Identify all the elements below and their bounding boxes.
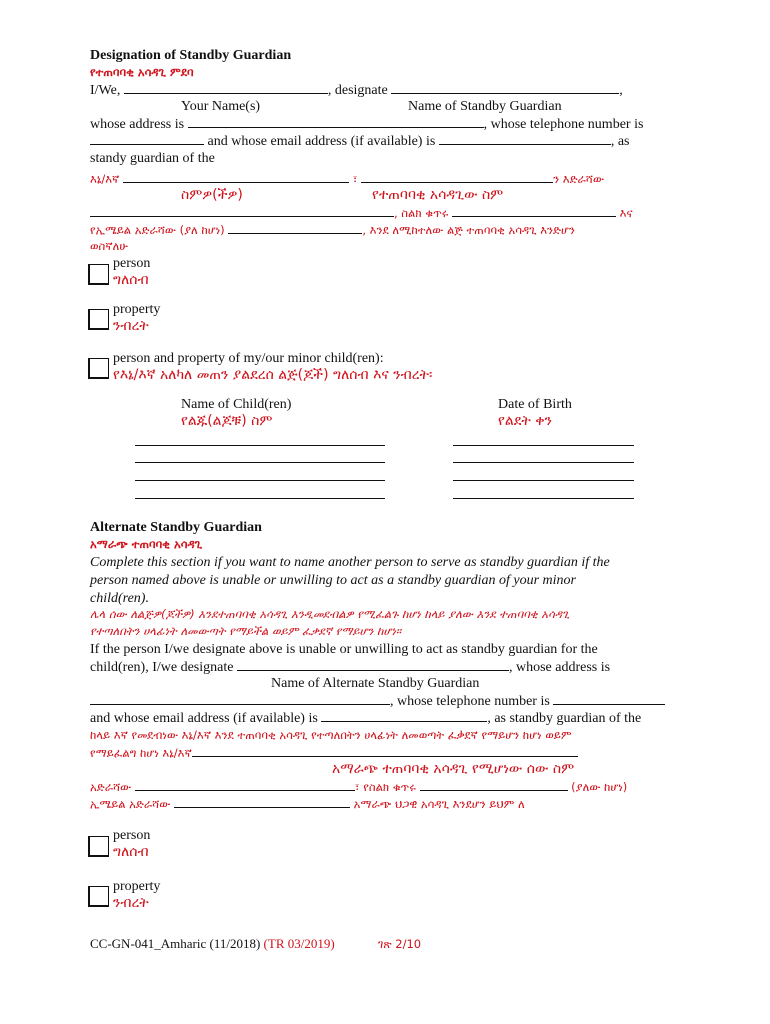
person-label-amharic: ግለሰብ bbox=[113, 272, 149, 288]
address-line: whose address is , whose telephone number is bbox=[90, 117, 644, 132]
amharic-standby-field[interactable] bbox=[361, 170, 553, 183]
amharic-address-line: , ስልክ ቁጥሩ እና bbox=[90, 204, 633, 222]
form-id: CC-GN-041_Amharic (11/2018) bbox=[90, 936, 261, 951]
child-dob-field[interactable] bbox=[453, 462, 634, 463]
child-name-field[interactable] bbox=[135, 498, 385, 499]
amharic-email-field[interactable] bbox=[228, 221, 362, 234]
alt-person-label-amharic: ግለሰብ bbox=[113, 844, 149, 860]
standby-guardian-name-field[interactable] bbox=[391, 81, 619, 94]
alternate-address-field[interactable] bbox=[90, 692, 390, 705]
alt-designate-line: child(ren), I/we designate , whose address is bbox=[90, 660, 611, 675]
alternate-email-field[interactable] bbox=[321, 709, 487, 722]
email-line: and whose email address (if available) is , as bbox=[90, 132, 629, 150]
your-names-field[interactable] bbox=[124, 81, 328, 94]
amharic-phone-field[interactable] bbox=[452, 204, 616, 217]
standby-email-field[interactable] bbox=[439, 132, 611, 145]
person-checkbox[interactable] bbox=[88, 264, 109, 285]
instructions-amharic: ሌላ ሰው ለልጅዎ(ጆችዎ) እንደተጠባባቂ አሳዳጊ እንዲመደብልዎ የሚፈልጉ ከሆነ ከላይ ያለው እንደ ተጠባባቂ አሳዳጊ bbox=[90, 607, 570, 621]
person-and-property-checkbox[interactable] bbox=[88, 358, 109, 379]
your-names-caption: Your Name(s) bbox=[181, 99, 261, 114]
footer bbox=[90, 936, 421, 953]
amharic-appointed: ወስኛለሁ bbox=[90, 239, 128, 253]
person-label: person bbox=[113, 256, 151, 271]
alt-address-line: , whose telephone number is bbox=[90, 692, 665, 710]
alternate-guardian-name-field[interactable] bbox=[237, 658, 509, 671]
child-dob-field[interactable] bbox=[453, 445, 634, 446]
alternate-section-title-amharic: አማራጭ ተጠባባቂ አሳዳጊ bbox=[90, 537, 203, 551]
iwe-line: I/We, , designate , bbox=[90, 83, 623, 98]
dob-header: Date of Birth bbox=[498, 397, 572, 412]
instructions-line: child(ren). bbox=[90, 591, 149, 606]
property-label: property bbox=[113, 302, 161, 317]
alt-property-checkbox[interactable] bbox=[88, 886, 109, 907]
child-name-header-amharic: የልጁ(ልጆቹ) ስም bbox=[181, 413, 273, 429]
amharic-alt-line: ከላይ እኛ የመደብነው እኔ/እኛ እንደ ተጠባባቂ አሳዳጊ የተጣለበትን ሀላፊነት ለመወጣት ፈቃደኛ የማይሆን ከሆነ ወይም bbox=[90, 728, 572, 742]
amharic-email-line: የኢሜይል አድራሻው (ያለ ከሆነ) , እንደ ለሚከተለው ልጅ ተጠባባቂ አሳዳጊ እንድሆን bbox=[90, 223, 575, 237]
amharic-alt-address-line: አድራሻው ፣ የስልክ ቁጥሩ (ያለው ከሆነ) bbox=[90, 780, 628, 794]
standby-phone-field[interactable] bbox=[90, 132, 204, 145]
amharic-address-field[interactable] bbox=[90, 204, 394, 217]
child-name-header: Name of Child(ren) bbox=[181, 397, 292, 412]
amharic-standby-caption: የተጠባባቂ አሳዳጊው ስም bbox=[372, 187, 504, 203]
page-number: ገጽ 2/10 bbox=[377, 937, 422, 951]
alt-name-caption: Name of Alternate Standby Guardian bbox=[271, 676, 480, 691]
alt-email-line: and whose email address (if available) is , as standby guardian of the bbox=[90, 711, 642, 726]
if-unable-line: If the person I/we designate above is unable or unwilling to act as standby guardian for the bbox=[90, 642, 598, 657]
standy-guardian-line: standy guardian of the bbox=[90, 151, 215, 166]
amharic-alt-name-caption: አማራጭ ተጠባባቂ አሳዳጊ የሚሆነው ሰው ስም bbox=[332, 761, 575, 777]
instructions-amharic: የተጣለበትን ሀላፊነት ለመውጣት የማይችል ወይም ፈቃደኛ የማይሆን ከሆነ። bbox=[90, 624, 402, 638]
child-name-field[interactable] bbox=[135, 445, 385, 446]
child-dob-field[interactable] bbox=[453, 498, 634, 499]
amharic-designate-line: እኔ/እኛ ፣ ን እድራሻው bbox=[90, 172, 605, 186]
dob-header-amharic: የልደት ቀን bbox=[498, 413, 552, 429]
amharic-alt-email-field[interactable] bbox=[174, 795, 350, 808]
property-checkbox[interactable] bbox=[88, 309, 109, 330]
child-name-field[interactable] bbox=[135, 480, 385, 481]
alt-person-checkbox[interactable] bbox=[88, 836, 109, 857]
standby-address-field[interactable] bbox=[188, 115, 484, 128]
property-label-amharic: ንብረት bbox=[113, 318, 149, 334]
alt-property-label-amharic: ንብረት bbox=[113, 895, 149, 911]
amharic-alt-line: የማይፈልግ ከሆነ እኔ/እኛ bbox=[90, 744, 578, 762]
instructions-line: person named above is unable or unwilling to act as a standby guardian of your minor bbox=[90, 573, 576, 588]
person-and-property-label: person and property of my/our minor child(ren): bbox=[113, 351, 384, 366]
amharic-alt-email-line: ኢሜይል አድራሻው አማራጭ ህጋዊ አሳዳጊ እንደሆን ይህም ለ bbox=[90, 797, 525, 811]
alternate-section-title: Alternate Standby Guardian bbox=[90, 520, 262, 535]
amharic-name-field[interactable] bbox=[123, 170, 349, 183]
amharic-alt-name-field[interactable] bbox=[192, 744, 578, 757]
alt-property-label: property bbox=[113, 879, 161, 894]
alternate-phone-field[interactable] bbox=[553, 692, 665, 705]
translation-revision: (TR 03/2019) bbox=[263, 936, 335, 951]
instructions-line: Complete this section if you want to name another person to serve as standby guardian if the bbox=[90, 555, 610, 570]
standby-name-caption: Name of Standby Guardian bbox=[408, 99, 562, 114]
section-title-amharic: የተጠባባቂ አሳዳጊ ምደባ bbox=[90, 65, 194, 79]
alt-person-label: person bbox=[113, 828, 151, 843]
section-title: Designation of Standby Guardian bbox=[90, 48, 292, 63]
amharic-alt-phone-field[interactable] bbox=[420, 778, 568, 791]
person-and-property-label-amharic: የእኔ/እኛ አለካለ መጠን ያልደረሰ ልጅ(ጆች) ግለሰብ እና ንብረት፡ bbox=[113, 367, 433, 383]
amharic-alt-address-field[interactable] bbox=[135, 778, 355, 791]
child-dob-field[interactable] bbox=[453, 480, 634, 481]
child-name-field[interactable] bbox=[135, 462, 385, 463]
amharic-your-name-caption: ስምዎ(ችዎ) bbox=[181, 187, 243, 203]
